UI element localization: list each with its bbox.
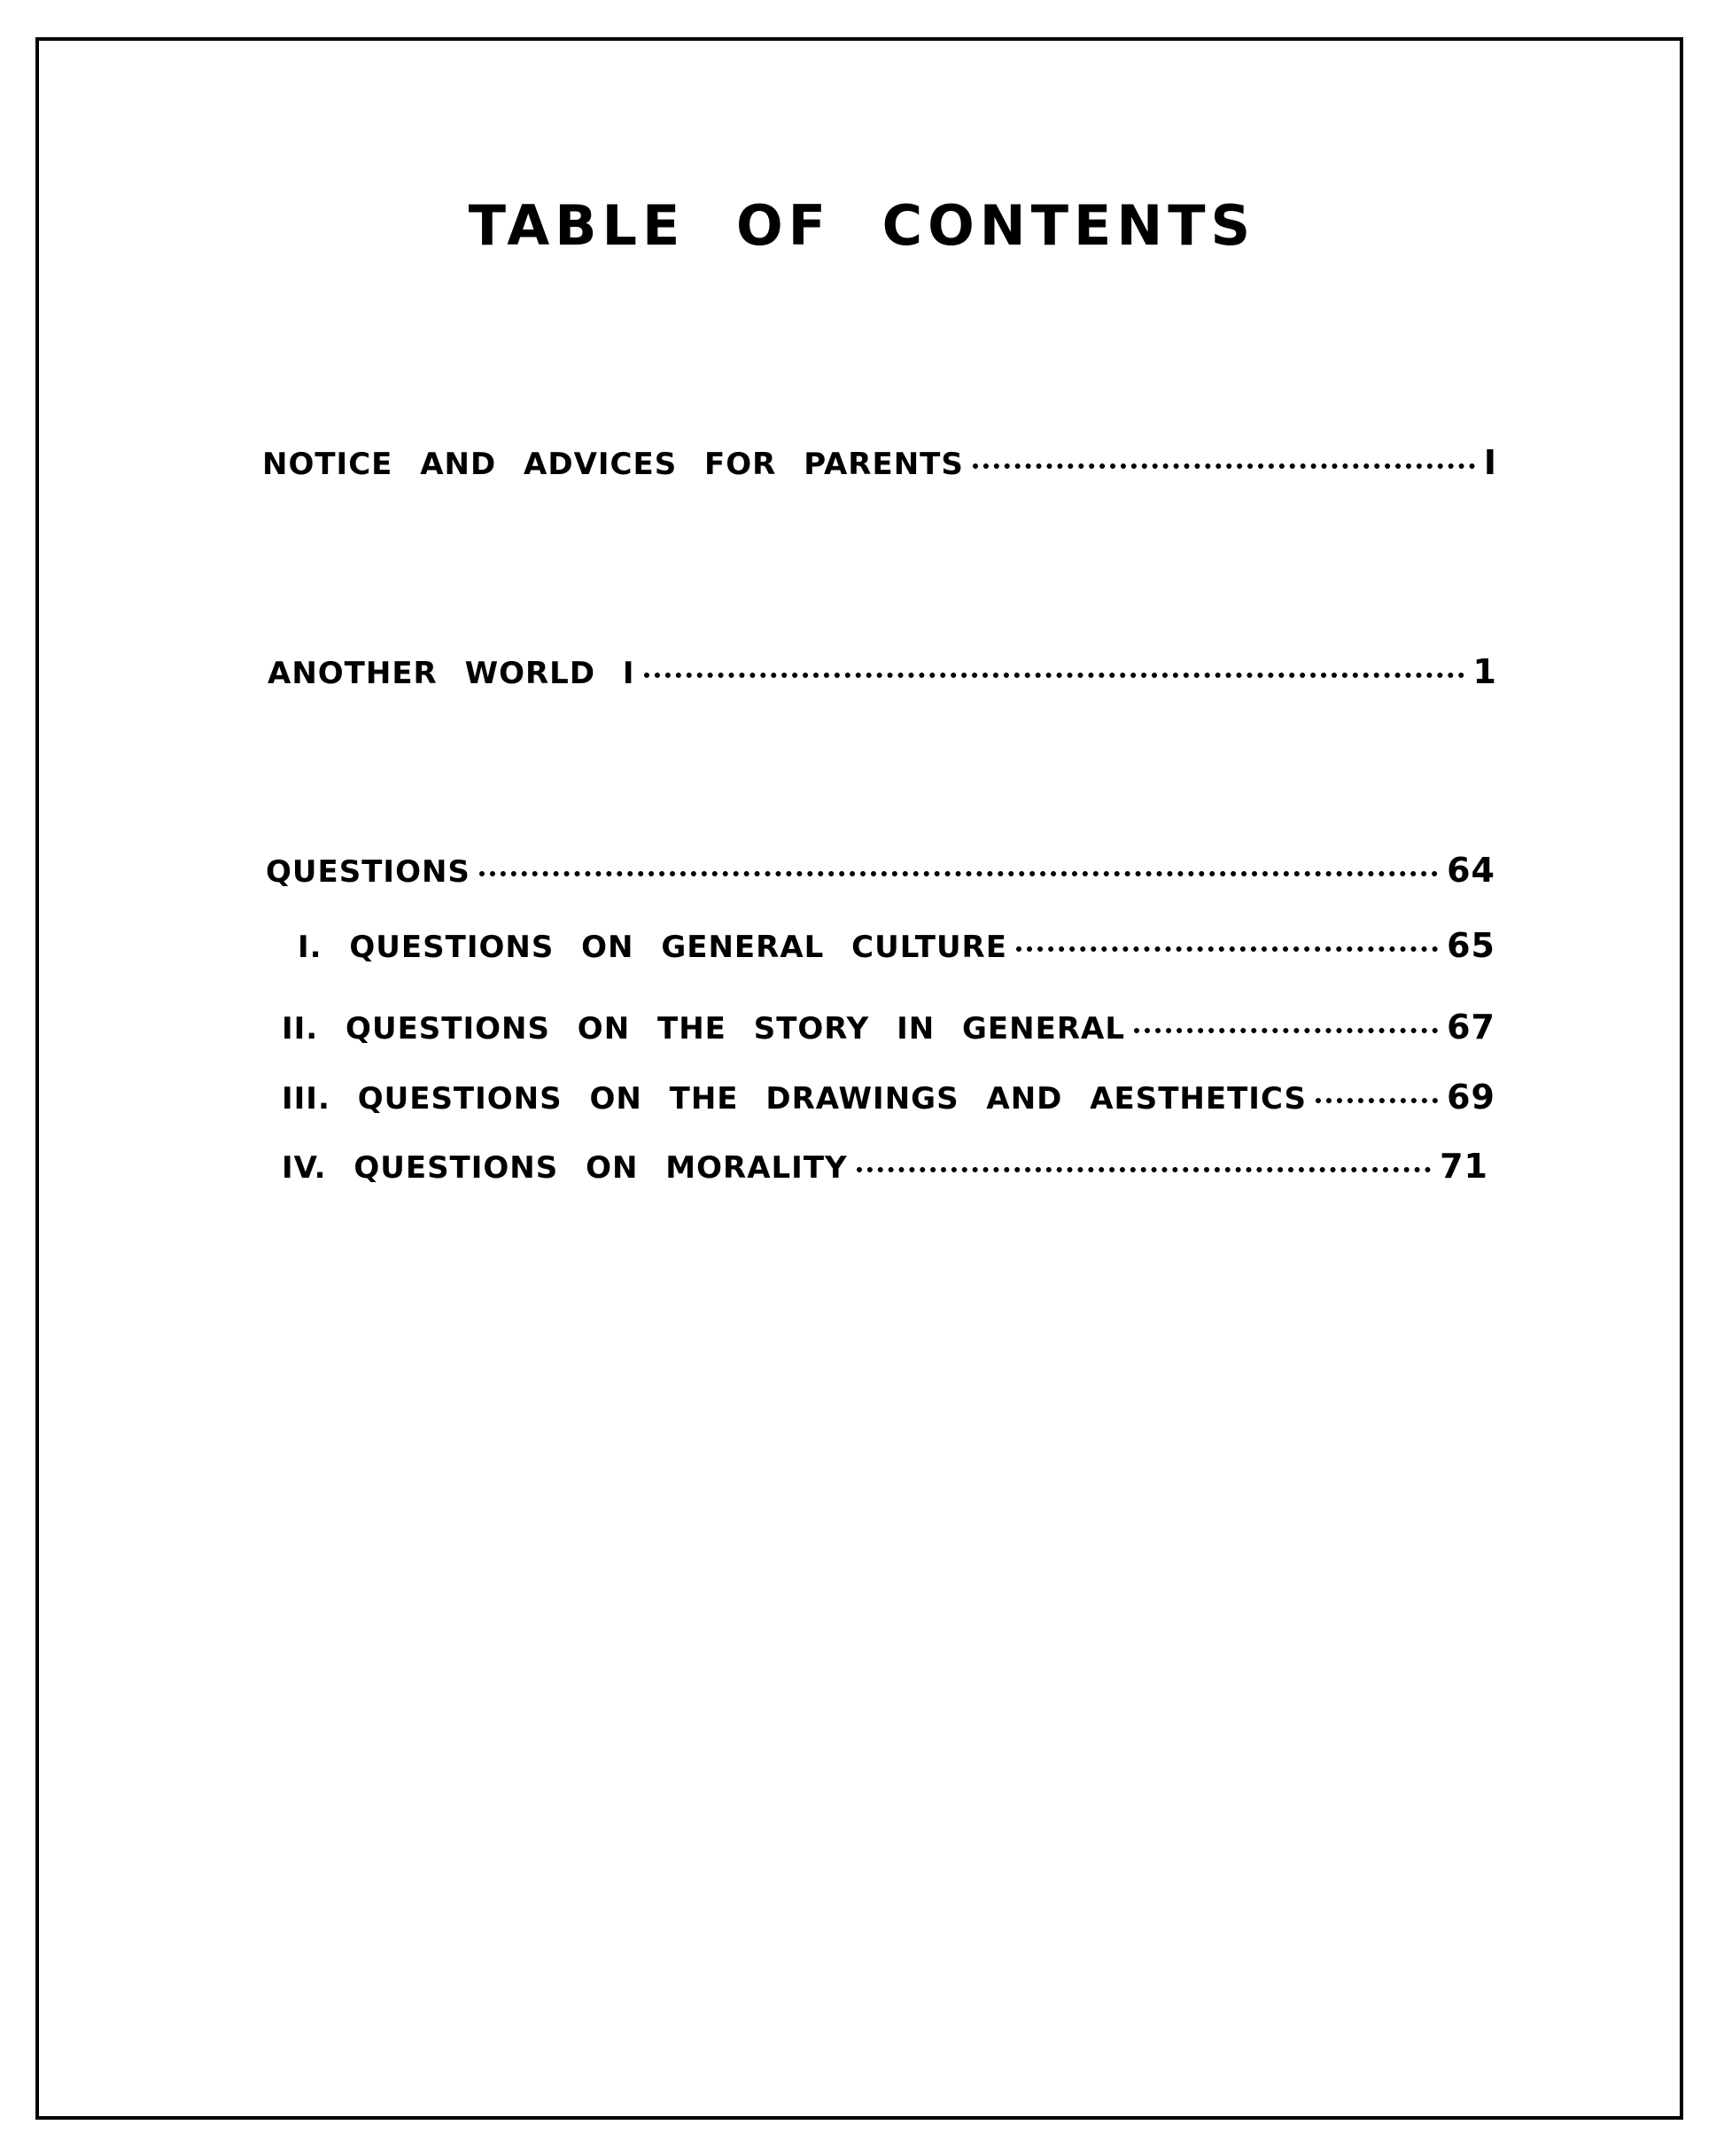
dot-leader: [1134, 1028, 1438, 1033]
toc-subentry-morality: [282, 1147, 1488, 1186]
toc-entry-questions: [266, 851, 1495, 890]
dot-leader: [1316, 1098, 1438, 1103]
toc-entry-page: 69: [1447, 1078, 1495, 1117]
toc-subentry-drawings-aesthetics: [282, 1078, 1495, 1117]
toc-entry-label: QUESTIONS: [266, 854, 470, 890]
dot-leader: [479, 871, 1438, 876]
page-title: TABLE OF CONTENTS: [468, 193, 1256, 258]
toc-subentry-general-culture: [298, 926, 1495, 965]
dot-leader: [644, 673, 1464, 678]
toc-entry-label: NOTICE AND ADVICES FOR PARENTS: [262, 447, 964, 482]
dot-leader: [973, 463, 1475, 469]
toc-entry-label: IV. QUESTIONS ON MORALITY: [282, 1150, 848, 1186]
toc-entry-label: I. QUESTIONS ON GENERAL CULTURE: [298, 930, 1007, 965]
toc-entry-page: I: [1483, 443, 1497, 482]
toc-entry-label: III. QUESTIONS ON THE DRAWINGS AND AESTHETICS: [282, 1081, 1308, 1117]
toc-entry-notice: [262, 443, 1497, 482]
toc-subentry-story: [282, 1008, 1495, 1047]
toc-entry-page: 65: [1447, 926, 1495, 965]
toc-entry-page: 67: [1447, 1008, 1495, 1047]
dot-leader: [857, 1167, 1431, 1172]
toc-entry-label: ANOTHER WORLD I: [268, 656, 635, 691]
toc-entry-page: 1: [1472, 652, 1497, 691]
toc-entry-another-world: [268, 652, 1497, 691]
dot-leader: [1016, 946, 1438, 952]
toc-entry-page: 64: [1447, 851, 1495, 890]
toc-entry-page: 71: [1440, 1147, 1488, 1186]
toc-entry-label: II. QUESTIONS ON THE STORY IN GENERAL: [282, 1011, 1125, 1047]
